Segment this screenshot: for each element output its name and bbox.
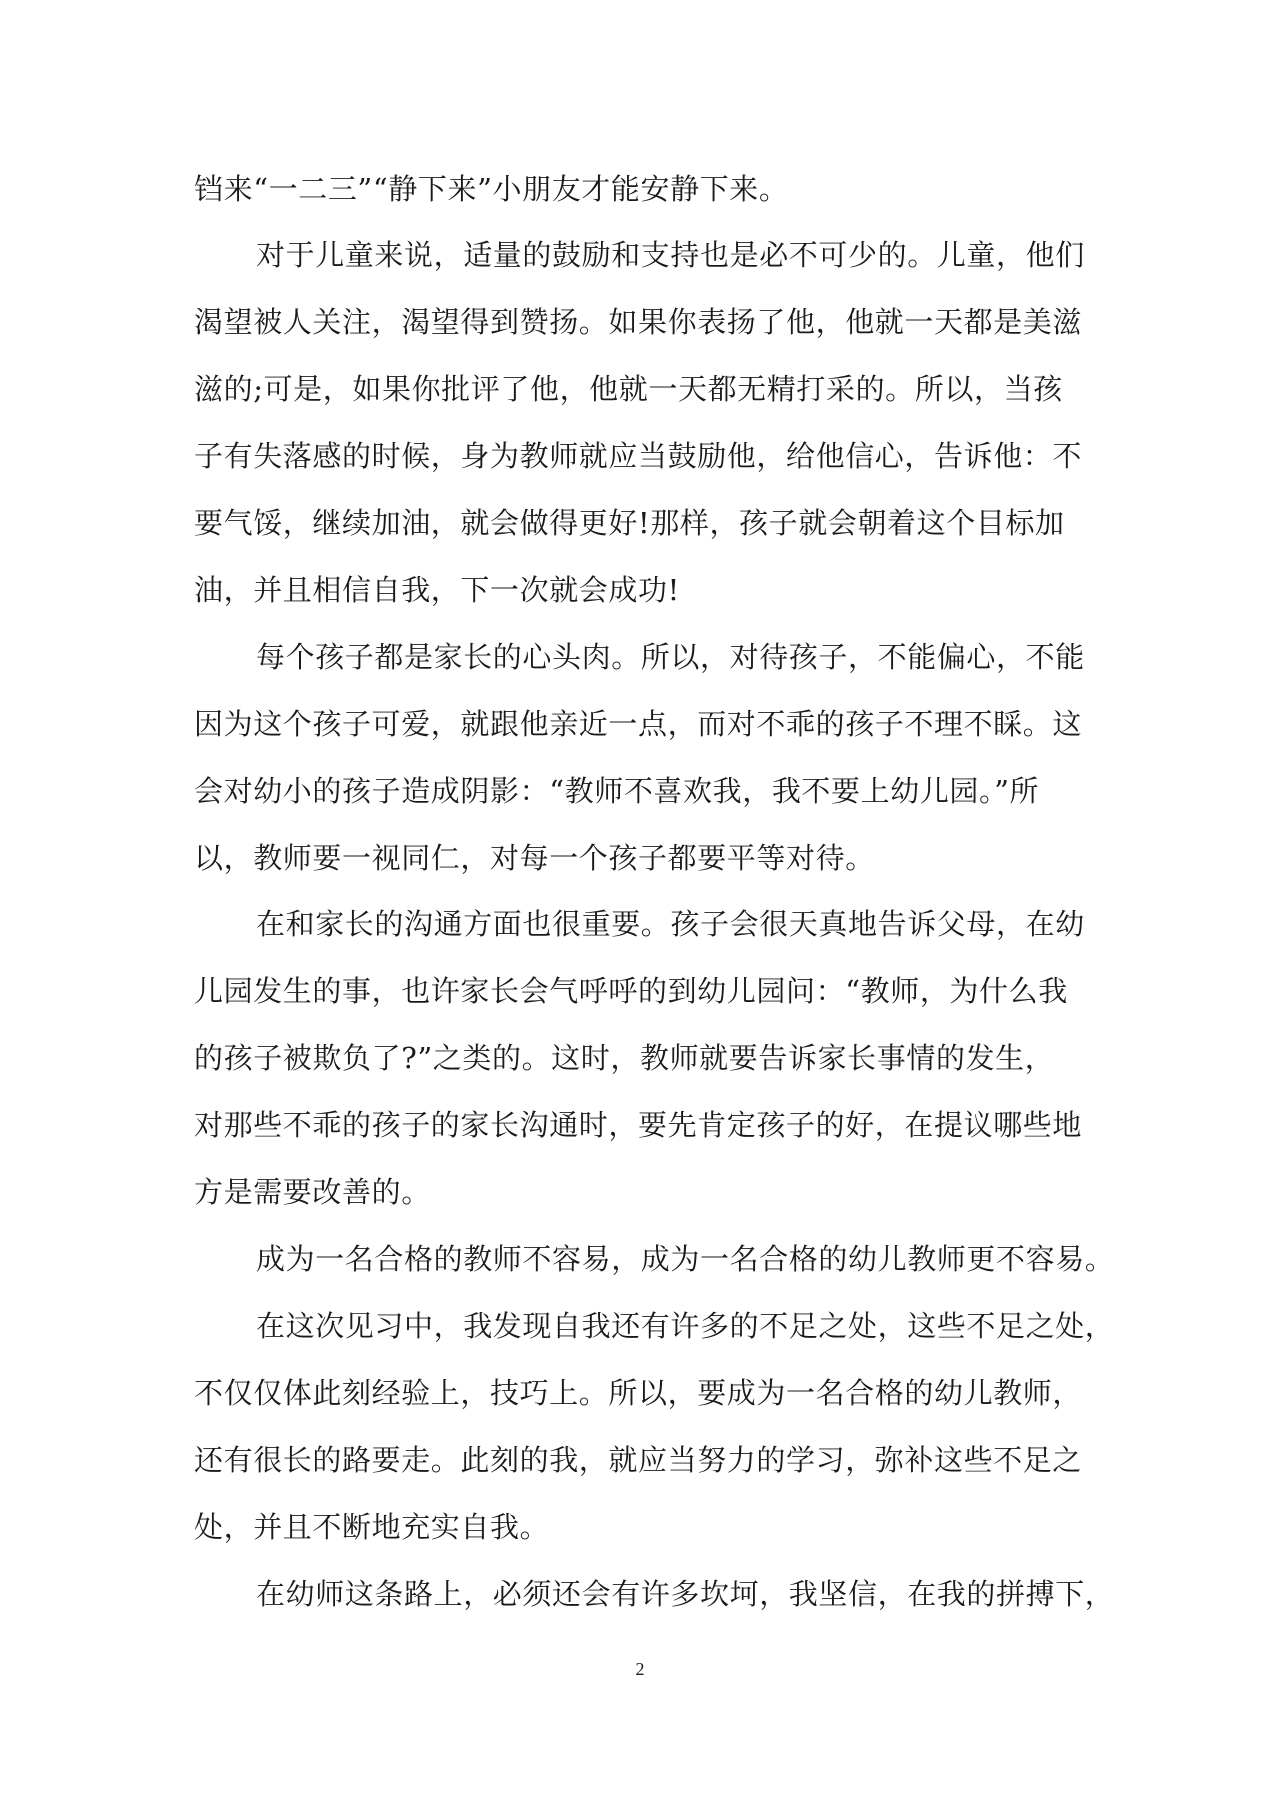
- text-line: 在这次见习中，我发现自我还有许多的不足之处，这些不足之处，: [256, 1309, 1115, 1343]
- text-line: 子有失落感的时候，身为教师就应当鼓励他，给他信心，告诉他：不: [194, 439, 1083, 473]
- text-line: 会对幼小的孩子造成阴影：“教师不喜欢我，我不要上幼儿园。”所: [194, 774, 1040, 808]
- page-number: 2: [635, 1659, 645, 1679]
- text-line: 油，并且相信自我，下一次就会成功!: [194, 573, 680, 607]
- text-line: 铛来“一二三”“静下来”小朋友才能安静下来。: [194, 172, 789, 206]
- text-line: 每个孩子都是家长的心头肉。所以，对待孩子，不能偏心，不能: [256, 640, 1085, 674]
- text-line: 对那些不乖的孩子的家长沟通时，要先肯定孩子的好，在提议哪些地: [194, 1108, 1083, 1142]
- text-line: 成为一名合格的教师不容易，成为一名合格的幼儿教师更不容易。: [256, 1242, 1115, 1276]
- text-line: 方是需要改善的。: [194, 1175, 431, 1209]
- text-line: 在和家长的沟通方面也很重要。孩子会很天真地告诉父母，在幼: [256, 907, 1085, 941]
- text-line: 渴望被人关注，渴望得到赞扬。如果你表扬了他，他就一天都是美滋: [194, 305, 1083, 339]
- text-line: 处，并且不断地充实自我。: [194, 1510, 550, 1544]
- text-line: 对于儿童来说，适量的鼓励和支持也是必不可少的。儿童，他们: [256, 238, 1085, 272]
- text-line: 的孩子被欺负了?”之类的。这时，教师就要告诉家长事情的发生，: [194, 1041, 1055, 1075]
- text-line: 还有很长的路要走。此刻的我，就应当努力的学习，弥补这些不足之: [194, 1443, 1083, 1477]
- text-line: 因为这个孩子可爱，就跟他亲近一点，而对不乖的孩子不理不睬。这: [194, 707, 1083, 741]
- text-line: 不仅仅体此刻经验上，技巧上。所以，要成为一名合格的幼儿教师，: [194, 1376, 1083, 1410]
- text-line: 在幼师这条路上，必须还会有许多坎坷，我坚信，在我的拼搏下，: [256, 1577, 1115, 1611]
- text-line: 滋的;可是，如果你批评了他，他就一天都无精打采的。所以，当孩: [194, 372, 1063, 406]
- text-line: 要气馁，继续加油，就会做得更好!那样，孩子就会朝着这个目标加: [194, 506, 1065, 540]
- text-line: 儿园发生的事，也许家长会气呼呼的到幼儿园问：“教师，为什么我: [194, 974, 1068, 1008]
- text-line: 以，教师要一视同仁，对每一个孩子都要平等对待。: [194, 841, 875, 875]
